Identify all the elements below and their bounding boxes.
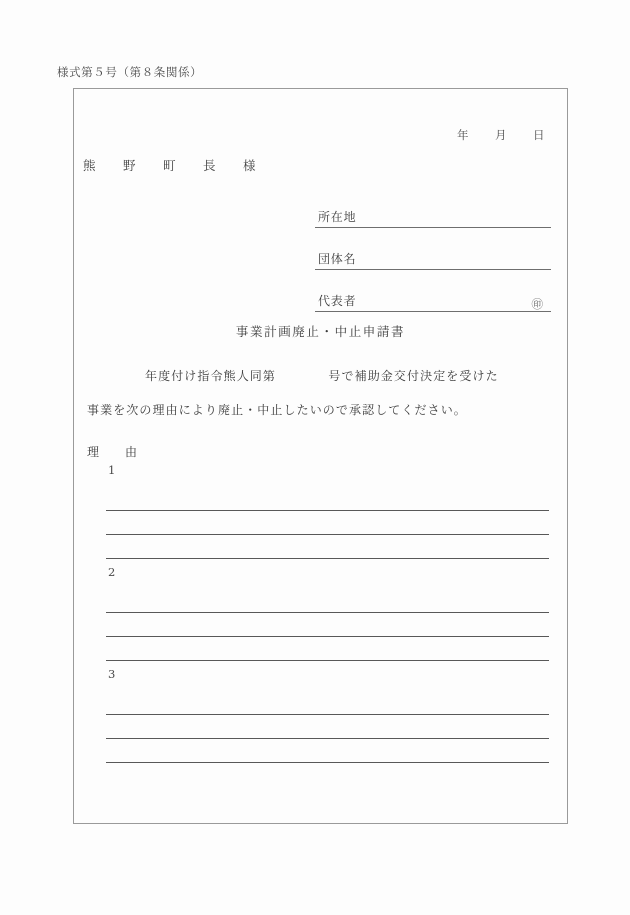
writing-rule-line xyxy=(106,487,549,511)
reason-item xyxy=(74,465,567,567)
field-row-organization xyxy=(315,236,551,278)
writing-rule-line xyxy=(106,715,549,739)
document-title: 事業計画廃止・中止申請書 xyxy=(235,324,406,339)
reason-item xyxy=(74,567,567,669)
writing-rule-line xyxy=(106,739,549,763)
reason-list xyxy=(74,465,567,771)
field-underline xyxy=(315,269,551,270)
field-row-address xyxy=(315,194,551,236)
field-label-organization: 団体名 xyxy=(318,252,357,266)
applicant-fields xyxy=(315,194,551,320)
form-number-heading: 様式第５号（第８条関係） xyxy=(57,65,203,79)
reason-section-heading: 理 由 xyxy=(87,445,145,459)
reason-item-rules xyxy=(106,691,549,763)
date-line xyxy=(432,113,545,157)
writing-rule-line xyxy=(106,589,549,613)
writing-rule-line xyxy=(106,511,549,535)
body-text-line-1: 年度付け指令熊人同第 号で補助金交付決定を受けた xyxy=(145,369,499,383)
field-underline xyxy=(315,227,551,228)
reason-item-number: 1 xyxy=(108,463,116,477)
writing-rule-line xyxy=(106,613,549,637)
writing-rule-line xyxy=(106,637,549,661)
addressee-line: 熊 野 町 長 様 xyxy=(83,158,264,173)
date-month-label: 月 xyxy=(495,128,507,142)
writing-rule-line xyxy=(106,535,549,559)
reason-item-number: 3 xyxy=(108,667,116,681)
field-label-representative: 代表者 xyxy=(318,294,357,308)
date-year-label: 年 xyxy=(457,128,469,142)
reason-item-rules xyxy=(106,487,549,559)
seal-mark-icon: ㊞ xyxy=(531,296,543,311)
reason-item xyxy=(74,669,567,771)
field-row-representative xyxy=(315,278,551,320)
reason-item-rules xyxy=(106,589,549,661)
field-label-address: 所在地 xyxy=(318,210,357,224)
reason-item-number: 2 xyxy=(108,565,116,579)
writing-rule-line xyxy=(106,691,549,715)
form-sheet xyxy=(73,88,568,824)
field-underline xyxy=(315,311,551,312)
form-sheet-inner xyxy=(74,89,567,823)
date-day-label: 日 xyxy=(533,128,545,142)
body-text-line-2: 事業を次の理由により廃止・中止したいので承認してください。 xyxy=(87,403,467,417)
